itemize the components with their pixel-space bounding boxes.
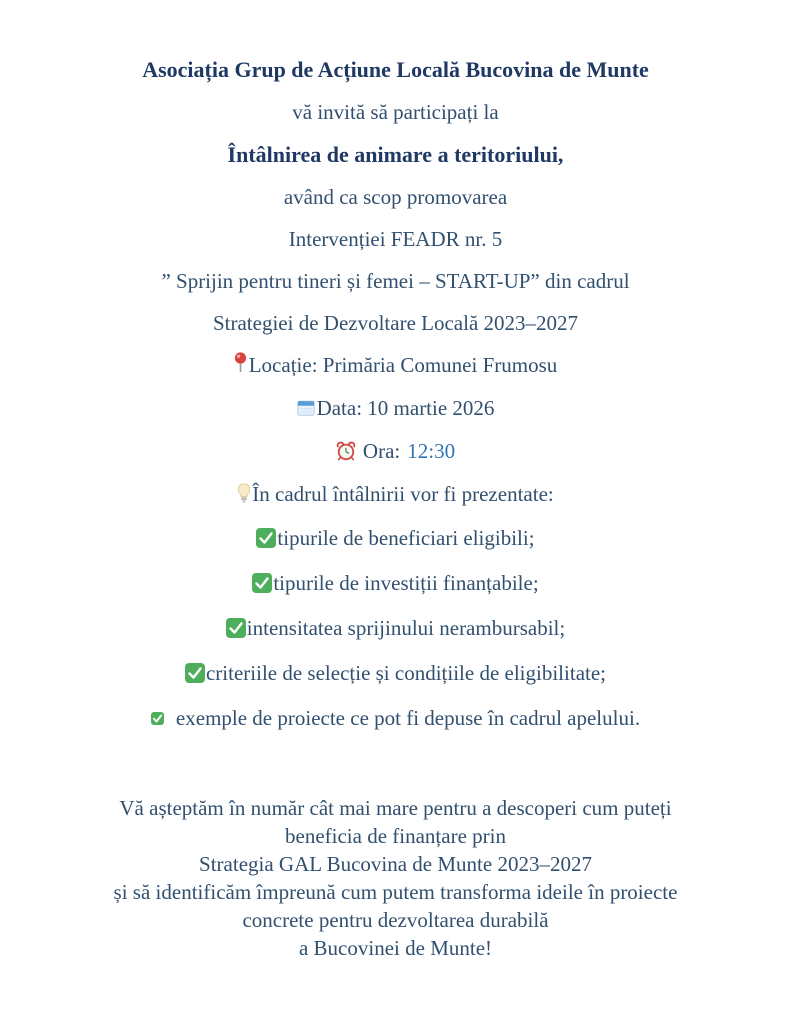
intervention-name-line: ” Sprijin pentru tineri și femei – START-UP” din cadrul — [161, 269, 630, 293]
intervention-line: Intervenției FEADR nr. 5 — [288, 227, 503, 251]
closing-line: concrete pentru dezvoltarea durabilă — [242, 908, 549, 932]
date-line — [0, 395, 791, 422]
event-details — [0, 352, 791, 465]
location-pin-icon — [234, 352, 247, 374]
calendar-icon — [297, 399, 315, 417]
agenda-item — [0, 660, 791, 687]
alarm-clock-icon — [336, 441, 356, 461]
closing-line: a Bucovinei de Munte! — [298, 936, 493, 960]
check-icon — [256, 528, 276, 548]
closing-paragraph — [0, 794, 791, 962]
closing-line: și să identificăm împreună cum putem transforma ideile în proiecte — [113, 880, 678, 904]
closing-line: beneficia de finanțare prin — [285, 824, 506, 848]
purpose-line: având ca scop promovarea — [283, 185, 508, 209]
invite-line: vă invită să participați la — [292, 100, 499, 124]
check-icon — [226, 618, 246, 638]
agenda-item-text: exemple de proiecte ce pot fi depuse în cadrul apelului. — [175, 706, 641, 730]
time-label: Ora: — [362, 439, 401, 463]
lightbulb-icon — [237, 483, 251, 504]
agenda-item — [0, 525, 791, 552]
agenda-item-text: intensitatea sprijinului nerambursabil; — [246, 616, 566, 640]
closing-line: Strategia GAL Bucovina de Munte 2023–2027 — [199, 852, 592, 876]
agenda-item-text: tipurile de investiții finanțabile; — [273, 571, 539, 595]
agenda-item — [0, 705, 791, 732]
check-icon — [185, 663, 205, 683]
closing-line: Vă așteptăm în număr cât mai mare pentru a descoperi cum puteți — [119, 796, 672, 820]
location-text: Locație: Primăria Comunei Frumosu — [248, 353, 558, 377]
check-icon — [252, 573, 272, 593]
agenda — [0, 481, 791, 732]
agenda-item-text: tipurile de beneficiari eligibili; — [277, 526, 535, 550]
agenda-heading-text: În cadrul întâlnirii vor fi prezentate: — [252, 482, 554, 506]
time-line — [0, 438, 791, 465]
agenda-item — [0, 570, 791, 597]
strategy-line: Strategiei de Dezvoltare Locală 2023–2027 — [212, 311, 579, 335]
event-title: Întâlnirea de animare a teritoriului, — [227, 142, 564, 167]
organization-name: Asociația Grup de Acțiune Locală Bucovina de Munte — [142, 57, 649, 82]
time-value: 12:30 — [407, 439, 456, 463]
check-icon — [151, 712, 164, 725]
agenda-heading-line — [0, 481, 791, 508]
agenda-item — [0, 615, 791, 642]
agenda-item-text: criteriile de selecție și condițiile de eligibilitate; — [205, 661, 606, 685]
date-text: Data: 10 martie 2026 — [316, 396, 495, 420]
location-line — [0, 352, 791, 379]
